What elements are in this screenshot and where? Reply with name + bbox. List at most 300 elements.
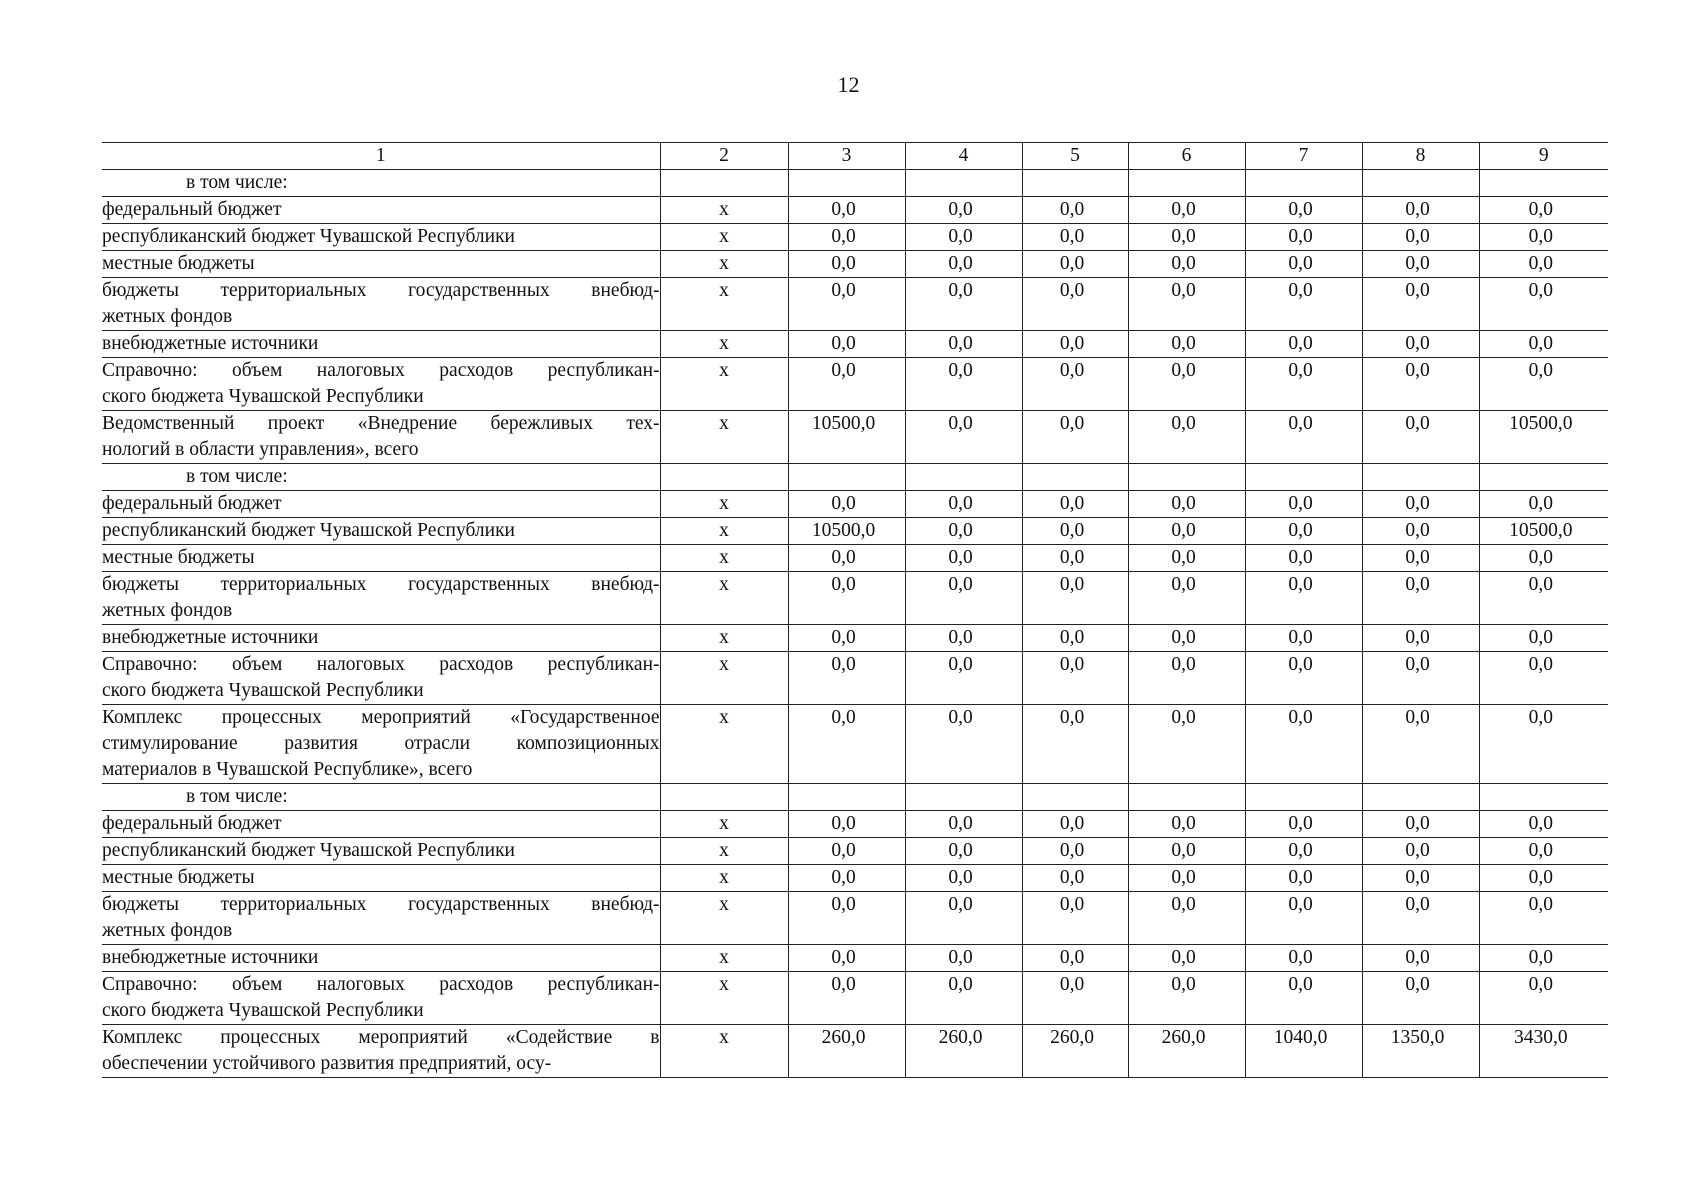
value-text: 0,0 — [1288, 627, 1313, 648]
column-2-cell: х — [660, 224, 788, 251]
value-cell — [1479, 945, 1608, 972]
row-label — [102, 251, 660, 278]
column-2-cell: х — [660, 411, 788, 464]
value-cell — [1022, 705, 1128, 784]
column-2-cell — [660, 464, 788, 491]
budget-table — [102, 142, 1608, 1078]
value-text: 0,0 — [1288, 199, 1313, 220]
value-text: 0,0 — [831, 253, 856, 274]
value-cell — [1022, 652, 1128, 705]
value-cell — [1128, 945, 1245, 972]
value-cell — [1128, 892, 1245, 945]
value-cell — [1128, 170, 1245, 197]
value-cell — [1128, 652, 1245, 705]
column-2-cell: х — [660, 652, 788, 705]
row-label — [102, 838, 660, 865]
value-text: 0,0 — [1171, 493, 1196, 514]
row-label-line: федеральный бюджет — [102, 813, 282, 834]
column-2-cell — [660, 170, 788, 197]
value-text: 0,0 — [1405, 894, 1430, 915]
value-text: 0,0 — [1288, 520, 1313, 541]
value-text: 0,0 — [1288, 867, 1313, 888]
row-label-line: жетных фондов — [102, 306, 233, 327]
value-text: 0,0 — [948, 707, 973, 728]
value-text: 0,0 — [948, 226, 973, 247]
row-label — [102, 331, 660, 358]
value-text: 0,0 — [948, 520, 973, 541]
value-cell — [1128, 811, 1245, 838]
value-text: 260,0 — [938, 1027, 983, 1048]
row-label — [102, 705, 660, 784]
value-text: 0,0 — [831, 813, 856, 834]
row-label-line: в том числе: — [186, 466, 288, 487]
value-cell — [1022, 170, 1128, 197]
row-label — [102, 491, 660, 518]
value-cell — [1362, 945, 1479, 972]
value-cell — [1022, 865, 1128, 892]
table-row — [102, 464, 1608, 491]
value-text: 0,0 — [831, 360, 856, 381]
value-text: 0,0 — [948, 867, 973, 888]
value-cell — [1128, 464, 1245, 491]
value-cell — [788, 170, 905, 197]
value-text: 0,0 — [948, 840, 973, 861]
value-text: 0,0 — [1528, 333, 1553, 354]
value-text: 0,0 — [1288, 360, 1313, 381]
value-cell — [788, 784, 905, 811]
value-cell — [1479, 705, 1608, 784]
value-text: 0,0 — [1059, 574, 1085, 595]
table-row — [102, 1025, 1608, 1078]
value-cell — [788, 411, 905, 464]
value-cell — [1022, 278, 1128, 331]
value-text: 0,0 — [1059, 813, 1085, 834]
value-cell — [1022, 1025, 1128, 1078]
value-cell — [1479, 892, 1608, 945]
value-cell — [1245, 865, 1362, 892]
value-cell — [1245, 224, 1362, 251]
value-cell — [1362, 811, 1479, 838]
value-text: 0,0 — [1528, 894, 1553, 915]
column-header: 8 — [1362, 143, 1479, 170]
value-cell — [1362, 464, 1479, 491]
value-text: 10500,0 — [1509, 413, 1573, 434]
value-cell — [1362, 892, 1479, 945]
value-cell — [1022, 518, 1128, 545]
table-body — [102, 170, 1608, 1078]
value-text: 0,0 — [831, 707, 856, 728]
value-text: 0,0 — [1288, 413, 1313, 434]
value-text: 0,0 — [1528, 547, 1553, 568]
value-cell — [1128, 358, 1245, 411]
column-2-cell: х — [660, 705, 788, 784]
value-cell — [905, 705, 1022, 784]
value-cell — [1245, 331, 1362, 358]
row-label — [102, 197, 660, 224]
value-text: 0,0 — [1171, 974, 1196, 995]
value-cell — [1362, 838, 1479, 865]
value-cell — [788, 331, 905, 358]
value-text: 0,0 — [1171, 199, 1196, 220]
column-2-cell: х — [660, 491, 788, 518]
value-cell — [1245, 652, 1362, 705]
value-text: 260,0 — [1161, 1027, 1206, 1048]
value-text: 0,0 — [831, 226, 856, 247]
table-row — [102, 358, 1608, 411]
table-row — [102, 625, 1608, 652]
value-text: 1040,0 — [1273, 1027, 1328, 1048]
value-text: 10500,0 — [1509, 520, 1573, 541]
row-label-line: стимулирование развития отрасли композиционных — [102, 733, 660, 754]
value-text: 0,0 — [1059, 333, 1085, 354]
page-number: 12 — [837, 72, 860, 97]
column-header: 1 — [102, 143, 660, 170]
table-row — [102, 170, 1608, 197]
value-cell — [1362, 625, 1479, 652]
value-text: 0,0 — [948, 360, 973, 381]
table-row — [102, 278, 1608, 331]
value-text: 0,0 — [1171, 520, 1196, 541]
value-text: 0,0 — [1171, 654, 1196, 675]
value-text: 0,0 — [831, 493, 856, 514]
value-cell — [1128, 705, 1245, 784]
value-cell — [905, 358, 1022, 411]
value-text: 0,0 — [1405, 654, 1430, 675]
value-cell — [1128, 1025, 1245, 1078]
value-text: 0,0 — [1171, 574, 1196, 595]
value-text: 0,0 — [1059, 360, 1085, 381]
row-label — [102, 572, 660, 625]
value-text: 0,0 — [1171, 333, 1196, 354]
row-label-line: внебюджетные источники — [102, 333, 319, 354]
value-cell — [1022, 197, 1128, 224]
value-text: 0,0 — [948, 947, 973, 968]
value-cell — [1022, 892, 1128, 945]
value-cell — [1128, 972, 1245, 1025]
value-cell — [788, 892, 905, 945]
value-cell — [788, 625, 905, 652]
value-text: 0,0 — [1528, 280, 1553, 301]
row-label-line: местные бюджеты — [102, 253, 255, 274]
value-cell — [1128, 518, 1245, 545]
table-row — [102, 972, 1608, 1025]
value-cell — [1128, 251, 1245, 278]
value-cell — [1022, 224, 1128, 251]
value-text: 0,0 — [1059, 894, 1085, 915]
value-text: 0,0 — [1405, 199, 1430, 220]
table-row — [102, 865, 1608, 892]
value-text: 0,0 — [1288, 253, 1313, 274]
value-text: 0,0 — [1171, 627, 1196, 648]
row-label-line: Справочно: объем налоговых расходов республикан- — [102, 360, 660, 381]
value-text: 0,0 — [1288, 280, 1313, 301]
value-cell — [788, 972, 905, 1025]
value-cell — [1362, 784, 1479, 811]
value-cell — [1479, 331, 1608, 358]
value-text: 0,0 — [1405, 574, 1430, 595]
row-label-line: Комплекс процессных мероприятий «Содействие в — [102, 1027, 660, 1048]
row-label — [102, 1025, 660, 1078]
value-cell — [1128, 625, 1245, 652]
value-cell — [905, 892, 1022, 945]
value-text: 0,0 — [831, 947, 856, 968]
value-text: 0,0 — [948, 547, 973, 568]
value-text: 0,0 — [1405, 627, 1430, 648]
column-2-cell: х — [660, 545, 788, 572]
table-row — [102, 251, 1608, 278]
column-header: 3 — [788, 143, 905, 170]
value-cell — [1245, 464, 1362, 491]
value-text: 0,0 — [948, 654, 973, 675]
value-text: 0,0 — [1528, 974, 1553, 995]
value-cell — [1479, 491, 1608, 518]
value-text: 0,0 — [1059, 413, 1085, 434]
value-cell — [788, 518, 905, 545]
row-label-line: ского бюджета Чувашской Республики — [102, 1000, 424, 1021]
column-header: 4 — [905, 143, 1022, 170]
value-cell — [1128, 197, 1245, 224]
value-cell — [905, 464, 1022, 491]
column-2-cell: х — [660, 197, 788, 224]
value-text: 0,0 — [1059, 707, 1085, 728]
value-cell — [1362, 972, 1479, 1025]
value-cell — [905, 491, 1022, 518]
value-cell — [1479, 1025, 1608, 1078]
value-text: 0,0 — [1528, 654, 1553, 675]
table-row — [102, 411, 1608, 464]
value-text: 0,0 — [831, 574, 856, 595]
value-cell — [788, 865, 905, 892]
value-text: 0,0 — [1405, 547, 1430, 568]
value-text: 0,0 — [1059, 654, 1085, 675]
value-cell — [1479, 784, 1608, 811]
value-cell — [788, 705, 905, 784]
value-text: 0,0 — [1405, 947, 1430, 968]
value-text: 0,0 — [1059, 520, 1085, 541]
column-2-cell: х — [660, 1025, 788, 1078]
value-cell — [1479, 518, 1608, 545]
value-cell — [1479, 358, 1608, 411]
column-2-cell: х — [660, 892, 788, 945]
value-text: 0,0 — [948, 333, 973, 354]
value-text: 0,0 — [1171, 813, 1196, 834]
row-label — [102, 411, 660, 464]
value-text: 0,0 — [1405, 520, 1430, 541]
value-cell — [1245, 811, 1362, 838]
value-cell — [788, 811, 905, 838]
column-2-cell: х — [660, 278, 788, 331]
value-text: 0,0 — [1059, 947, 1085, 968]
table-row — [102, 892, 1608, 945]
value-text: 0,0 — [948, 253, 973, 274]
value-text: 0,0 — [831, 894, 856, 915]
value-text: 0,0 — [1171, 280, 1196, 301]
value-text: 0,0 — [1405, 226, 1430, 247]
row-label — [102, 865, 660, 892]
value-cell — [905, 838, 1022, 865]
value-cell — [905, 625, 1022, 652]
value-text: 0,0 — [831, 974, 856, 995]
value-cell — [1479, 464, 1608, 491]
value-cell — [1479, 865, 1608, 892]
value-cell — [1362, 572, 1479, 625]
value-cell — [905, 170, 1022, 197]
value-cell — [1022, 625, 1128, 652]
value-text: 0,0 — [1405, 253, 1430, 274]
value-text: 0,0 — [1288, 813, 1313, 834]
value-text: 0,0 — [1171, 707, 1196, 728]
column-header: 2 — [660, 143, 788, 170]
value-cell — [905, 865, 1022, 892]
value-cell — [1245, 251, 1362, 278]
column-2-cell: х — [660, 518, 788, 545]
value-cell — [1245, 411, 1362, 464]
value-text: 0,0 — [1288, 840, 1313, 861]
value-cell — [905, 945, 1022, 972]
row-label — [102, 945, 660, 972]
value-text: 0,0 — [1528, 199, 1553, 220]
row-label-line: Комплекс процессных мероприятий «Государственное — [102, 707, 660, 728]
column-header: 5 — [1022, 143, 1128, 170]
value-cell — [1128, 865, 1245, 892]
value-text: 0,0 — [1288, 574, 1313, 595]
row-label — [102, 652, 660, 705]
row-label — [102, 170, 660, 197]
table-row — [102, 224, 1608, 251]
value-cell — [1362, 358, 1479, 411]
value-text: 0,0 — [1528, 840, 1553, 861]
value-cell — [1245, 197, 1362, 224]
column-2-cell: х — [660, 572, 788, 625]
value-cell — [1128, 224, 1245, 251]
value-text: 0,0 — [948, 413, 973, 434]
value-cell — [1128, 411, 1245, 464]
column-2-cell: х — [660, 865, 788, 892]
value-cell — [1362, 1025, 1479, 1078]
value-text: 10500,0 — [811, 413, 876, 434]
row-label-line: федеральный бюджет — [102, 199, 282, 220]
value-cell — [1245, 1025, 1362, 1078]
value-cell — [1479, 278, 1608, 331]
value-text: 0,0 — [1288, 974, 1313, 995]
table-row — [102, 652, 1608, 705]
table-row — [102, 572, 1608, 625]
row-label-line: республиканский бюджет Чувашской Республики — [102, 520, 515, 541]
value-cell — [1245, 784, 1362, 811]
table-row — [102, 545, 1608, 572]
value-text: 0,0 — [1171, 840, 1196, 861]
row-label-line: внебюджетные источники — [102, 627, 319, 648]
value-text: 0,0 — [1059, 493, 1085, 514]
value-text: 0,0 — [831, 333, 856, 354]
value-text: 0,0 — [1059, 199, 1085, 220]
column-2-cell: х — [660, 625, 788, 652]
row-label-line: Справочно: объем налоговых расходов республикан- — [102, 654, 660, 675]
value-cell — [788, 572, 905, 625]
row-label-line: ского бюджета Чувашской Республики — [102, 386, 424, 407]
value-text: 10500,0 — [811, 520, 876, 541]
value-cell — [905, 411, 1022, 464]
value-cell — [1479, 838, 1608, 865]
row-label-line: жетных фондов — [102, 600, 233, 621]
value-cell — [1479, 572, 1608, 625]
value-text: 0,0 — [948, 627, 973, 648]
value-text: 0,0 — [1528, 627, 1553, 648]
table-row — [102, 811, 1608, 838]
value-cell — [1362, 170, 1479, 197]
value-cell — [788, 491, 905, 518]
value-text: 0,0 — [1059, 974, 1085, 995]
value-cell — [905, 224, 1022, 251]
value-cell — [1022, 784, 1128, 811]
column-header: 6 — [1128, 143, 1245, 170]
value-text: 0,0 — [1528, 947, 1553, 968]
column-2-cell: х — [660, 331, 788, 358]
value-cell — [1362, 865, 1479, 892]
value-cell — [1022, 331, 1128, 358]
row-label-line: Ведомственный проект «Внедрение бережливых тех- — [102, 413, 660, 434]
value-cell — [1022, 545, 1128, 572]
value-cell — [788, 278, 905, 331]
value-text: 0,0 — [1528, 226, 1553, 247]
table-row — [102, 705, 1608, 784]
row-label — [102, 358, 660, 411]
value-cell — [1479, 625, 1608, 652]
value-text: 0,0 — [1059, 627, 1085, 648]
value-cell — [788, 1025, 905, 1078]
row-label — [102, 811, 660, 838]
value-cell — [905, 572, 1022, 625]
value-cell — [905, 518, 1022, 545]
value-cell — [905, 972, 1022, 1025]
value-text: 0,0 — [831, 627, 856, 648]
value-text: 0,0 — [831, 547, 856, 568]
value-text: 0,0 — [948, 199, 973, 220]
column-header: 9 — [1479, 143, 1608, 170]
table-row — [102, 838, 1608, 865]
value-text: 0,0 — [1171, 867, 1196, 888]
table-row — [102, 945, 1608, 972]
value-text: 0,0 — [1288, 226, 1313, 247]
row-label — [102, 784, 660, 811]
value-cell — [1362, 518, 1479, 545]
value-text: 0,0 — [1288, 333, 1313, 354]
value-cell — [1128, 545, 1245, 572]
value-text: 0,0 — [948, 574, 973, 595]
value-text: 0,0 — [1059, 280, 1085, 301]
row-label — [102, 518, 660, 545]
row-label-line: федеральный бюджет — [102, 493, 282, 514]
row-label-line: внебюджетные источники — [102, 947, 319, 968]
value-cell — [788, 464, 905, 491]
value-cell — [1245, 838, 1362, 865]
value-cell — [1128, 278, 1245, 331]
value-cell — [1479, 972, 1608, 1025]
row-label-line: ского бюджета Чувашской Республики — [102, 680, 424, 701]
value-cell — [905, 197, 1022, 224]
value-text: 0,0 — [1288, 707, 1313, 728]
value-cell — [1479, 251, 1608, 278]
value-text: 0,0 — [1059, 867, 1085, 888]
value-text: 0,0 — [1528, 867, 1553, 888]
value-cell — [1362, 278, 1479, 331]
value-text: 0,0 — [1405, 493, 1430, 514]
row-label-line: бюджеты территориальных государственных внебюд- — [102, 894, 660, 915]
value-text: 0,0 — [1171, 894, 1196, 915]
value-text: 0,0 — [948, 493, 973, 514]
value-cell — [1245, 972, 1362, 1025]
value-text: 3430,0 — [1513, 1027, 1568, 1048]
